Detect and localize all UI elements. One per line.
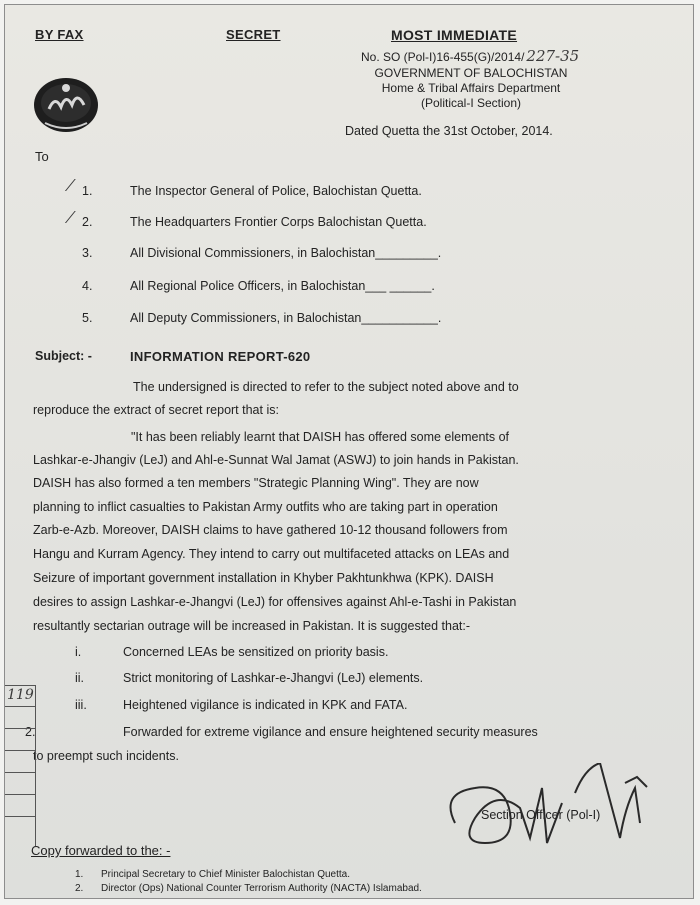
quoted-report-line: DAISH has also formed a ten members "Strategic Planning Wing". They are now [33, 476, 479, 490]
recipient-number: 5. [82, 311, 93, 325]
margin-stamp-grid [5, 685, 36, 846]
recipient-number: 4. [82, 279, 93, 293]
reference-number-handwritten: 227-35 [526, 47, 580, 65]
document-page [4, 4, 694, 899]
classification-label: SECRET [226, 27, 281, 42]
copy-item-text: Director (Ops) National Counter Terrorism Authority (NACTA) Islamabad. [101, 883, 422, 894]
suggestion-number: ii. [75, 671, 85, 685]
handwritten-mark: ⁄ [69, 208, 72, 227]
suggestion-number: iii. [75, 698, 87, 712]
suggestion-number: i. [75, 645, 82, 659]
recipient-text: The Headquarters Frontier Corps Balochistan Quetta. [130, 215, 427, 229]
to-label: To [35, 149, 49, 164]
recipient-text: All Divisional Commissioners, in Balochistan_________. [130, 246, 442, 260]
government-name: GOVERNMENT OF BALOCHISTAN [374, 66, 568, 80]
body-intro-line: The undersigned is directed to refer to the subject noted above and to [133, 380, 519, 394]
subject-label: Subject: - [35, 349, 92, 363]
copy-item-text: Principal Secretary to Chief Minister Balochistan Quetta. [101, 869, 350, 880]
recipient-text: All Deputy Commissioners, in Balochistan___________. [130, 311, 442, 325]
copy-item-number: 2. [75, 883, 84, 894]
suggestion-text: Heightened vigilance is indicated in KPK and FATA. [123, 698, 408, 712]
quoted-report-line: desires to assign Lashkar-e-Jhangvi (LeJ) for offensives against Ahl-e-Tashi in Pakistan [33, 595, 517, 609]
quoted-report-line: resultantly sectarian outrage will be increased in Pakistan. It is suggested that:- [33, 619, 471, 633]
body-intro-line: reproduce the extract of secret report that is: [33, 403, 279, 417]
quoted-report-line: Lashkar-e-Jhangiv (LeJ) and Ahl-e-Sunnat Wal Jamat (ASWJ) to join hands in Pakistan. [33, 453, 519, 467]
quoted-report-line: "It has been reliably learnt that DAISH has offered some elements of [131, 430, 510, 444]
recipient-text: All Regional Police Officers, in Balochistan___ ______. [130, 279, 435, 293]
copy-item-number: 1. [75, 869, 84, 880]
quoted-report-line: Zarb-e-Azb. Moreover, DAISH claims to have gathered 10-12 thousand followers from [33, 523, 508, 537]
government-emblem-logo [31, 75, 101, 137]
quoted-report-line: Seizure of important government installation in Khyber Pakhtunkhwa (KPK). DAISH [33, 571, 494, 585]
priority-label: MOST IMMEDIATE [391, 27, 518, 43]
reference-number-printed: No. SO (Pol-I)16-455(G)/2014/ [361, 50, 525, 64]
section-name: (Political-I Section) [420, 96, 522, 110]
recipient-number: 2. [82, 215, 93, 229]
reference-number [361, 47, 579, 65]
suggestion-text: Strict monitoring of Lashkar-e-Jhangvi (LeJ) elements. [123, 671, 424, 685]
copy-forwarded-label: Copy forwarded to the: - [31, 843, 171, 858]
quoted-report-line: planning to inflict casualties to Pakistan Army outfits who are taking part in operation [33, 500, 498, 514]
handwritten-mark: ⁄ [69, 176, 72, 195]
recipients-list [5, 176, 694, 330]
recipient-number: 1. [82, 184, 93, 198]
margin-handwritten-note: 119 [7, 687, 34, 703]
recipient-number: 3. [82, 246, 93, 260]
subject-title: INFORMATION REPORT-620 [130, 349, 311, 364]
date-line: Dated Quetta the 31st October, 2014. [345, 124, 553, 138]
quoted-report-line: Hangu and Kurram Agency. They intend to carry out multifaceted attacks on LEAs and [33, 547, 510, 561]
signatory-title: Section Officer (Pol-I) [481, 808, 601, 822]
suggestion-text: Concerned LEAs be sensitized on priority basis. [123, 645, 389, 659]
recipient-text: The Inspector General of Police, Balochistan Quetta. [130, 184, 422, 198]
department-name: Home & Tribal Affairs Department [381, 81, 561, 95]
paragraph-two-line: to preempt such incidents. [33, 749, 179, 763]
paragraph-number: 2. [25, 725, 36, 739]
paragraph-two-line: Forwarded for extreme vigilance and ensure heightened security measures [123, 725, 538, 739]
transmission-mode: BY FAX [35, 27, 84, 42]
